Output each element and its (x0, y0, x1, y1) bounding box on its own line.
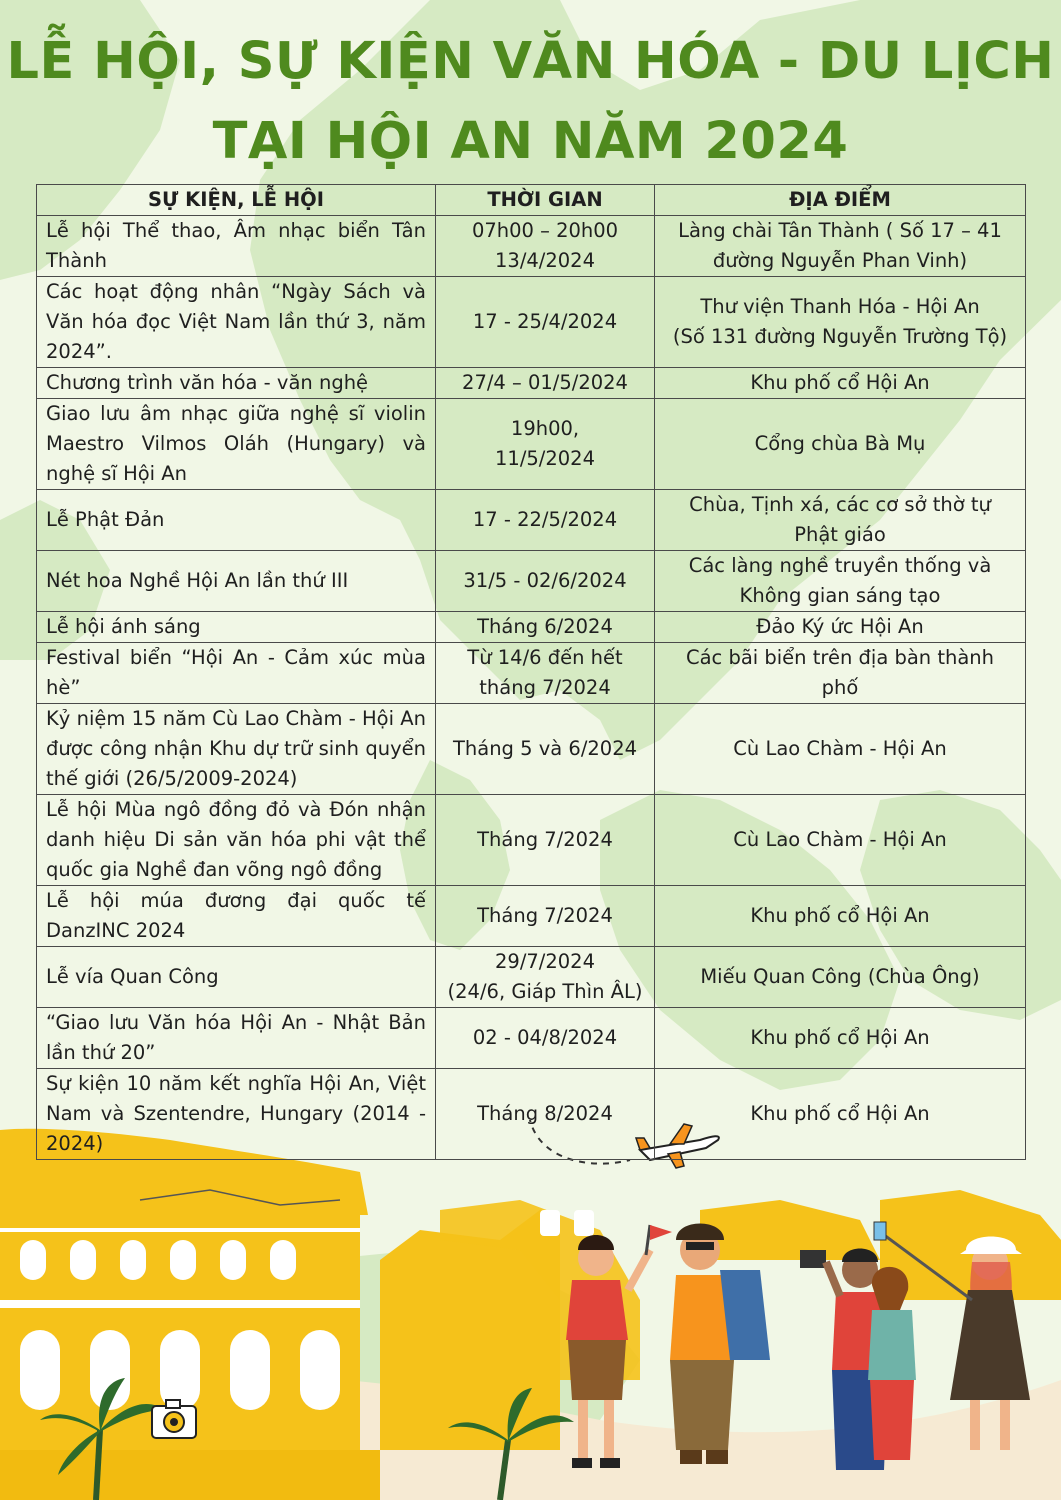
event-cell: Lễ hội Mùa ngô đồng đỏ và Đón nhận danh hiệu Di sản văn hóa phi vật thể quốc gia Nghề đan võng ngô đồng (37, 795, 436, 886)
table-header-row (37, 185, 1026, 216)
place-cell: Làng chài Tân Thành ( Số 17 – 41 đường Nguyễn Phan Vinh) (655, 216, 1026, 277)
event-cell: Nét hoa Nghề Hội An lần thứ III (37, 551, 436, 612)
time-cell: 17 - 25/4/2024 (436, 277, 655, 368)
header-time: THỜI GIAN (436, 185, 655, 216)
place-cell: Thư viện Thanh Hóa - Hội An (Số 131 đường Nguyễn Trường Tộ) (655, 277, 1026, 368)
place-cell: Cù Lao Chàm - Hội An (655, 704, 1026, 795)
place-cell: Cù Lao Chàm - Hội An (655, 795, 1026, 886)
tourist-group-illustration (0, 1120, 1061, 1500)
place-cell: Các bãi biển trên địa bàn thành phố (655, 643, 1026, 704)
header-place: ĐỊA ĐIỂM (655, 185, 1026, 216)
table-row (37, 551, 1026, 612)
title-line-1: LỄ HỘI, SỰ KIỆN VĂN HÓA - DU LỊCH (6, 32, 1055, 91)
time-cell: 27/4 – 01/5/2024 (436, 368, 655, 399)
place-cell: Chùa, Tịnh xá, các cơ sở thờ tự Phật giáo (655, 490, 1026, 551)
table-row (37, 1008, 1026, 1069)
table-row (37, 216, 1026, 277)
event-cell: Kỷ niệm 15 năm Cù Lao Chàm - Hội An được công nhận Khu dự trữ sinh quyển thế giới (26/5/2009-2024) (37, 704, 436, 795)
place-cell: Cổng chùa Bà Mụ (655, 399, 1026, 490)
event-cell: Giao lưu âm nhạc giữa nghệ sĩ violin Maestro Vilmos Oláh (Hungary) và nghệ sĩ Hội An (37, 399, 436, 490)
event-cell: Lễ hội Thể thao, Âm nhạc biển Tân Thành (37, 216, 436, 277)
time-cell: 31/5 - 02/6/2024 (436, 551, 655, 612)
time-cell: 07h00 – 20h00 13/4/2024 (436, 216, 655, 277)
table-row (37, 947, 1026, 1008)
event-cell: Festival biển “Hội An - Cảm xúc mùa hè” (37, 643, 436, 704)
time-cell: Tháng 5 và 6/2024 (436, 704, 655, 795)
table-row (37, 704, 1026, 795)
place-cell: Khu phố cổ Hội An (655, 1008, 1026, 1069)
tourist-guide-figure (566, 1225, 672, 1468)
table-row (37, 277, 1026, 368)
event-cell: “Giao lưu Văn hóa Hội An - Nhật Bản lần thứ 20” (37, 1008, 436, 1069)
time-cell: Từ 14/6 đến hết tháng 7/2024 (436, 643, 655, 704)
event-cell: Các hoạt động nhân “Ngày Sách và Văn hóa đọc Việt Nam lần thứ 3, năm 2024”. (37, 277, 436, 368)
place-cell: Đảo Ký ức Hội An (655, 612, 1026, 643)
table-row (37, 886, 1026, 947)
event-cell: Lễ hội ánh sáng (37, 612, 436, 643)
place-cell: Khu phố cổ Hội An (655, 1069, 1026, 1160)
time-cell: 02 - 04/8/2024 (436, 1008, 655, 1069)
time-cell: 17 - 22/5/2024 (436, 490, 655, 551)
place-cell: Khu phố cổ Hội An (655, 886, 1026, 947)
table-row (37, 368, 1026, 399)
time-cell: Tháng 6/2024 (436, 612, 655, 643)
event-cell: Lễ hội múa đương đại quốc tế DanzINC 2024 (37, 886, 436, 947)
place-cell: Các làng nghề truyền thống và Không gian sáng tạo (655, 551, 1026, 612)
header-event: SỰ KIỆN, LỄ HỘI (37, 185, 436, 216)
camera-icon (152, 1400, 196, 1438)
table-row (37, 795, 1026, 886)
event-cell: Chương trình văn hóa - văn nghệ (37, 368, 436, 399)
table-row (37, 490, 1026, 551)
table-row (37, 643, 1026, 704)
event-cell: Lễ Phật Đản (37, 490, 436, 551)
page-title (0, 22, 1061, 182)
title-line-2: TẠI HỘI AN NĂM 2024 (212, 112, 849, 171)
events-table (36, 184, 1026, 1160)
event-cell: Sự kiện 10 năm kết nghĩa Hội An, Việt Nam và Szentendre, Hungary (2014 - 2024) (37, 1069, 436, 1160)
time-cell: Tháng 7/2024 (436, 795, 655, 886)
time-cell: Tháng 7/2024 (436, 886, 655, 947)
table-row (37, 1069, 1026, 1160)
place-cell: Khu phố cổ Hội An (655, 368, 1026, 399)
table-row (37, 612, 1026, 643)
event-cell: Lễ vía Quan Công (37, 947, 436, 1008)
time-cell: 19h00, 11/5/2024 (436, 399, 655, 490)
table-row (37, 399, 1026, 490)
place-cell: Miếu Quan Công (Chùa Ông) (655, 947, 1026, 1008)
time-cell: Tháng 8/2024 (436, 1069, 655, 1160)
time-cell: 29/7/2024 (24/6, Giáp Thìn ÂL) (436, 947, 655, 1008)
